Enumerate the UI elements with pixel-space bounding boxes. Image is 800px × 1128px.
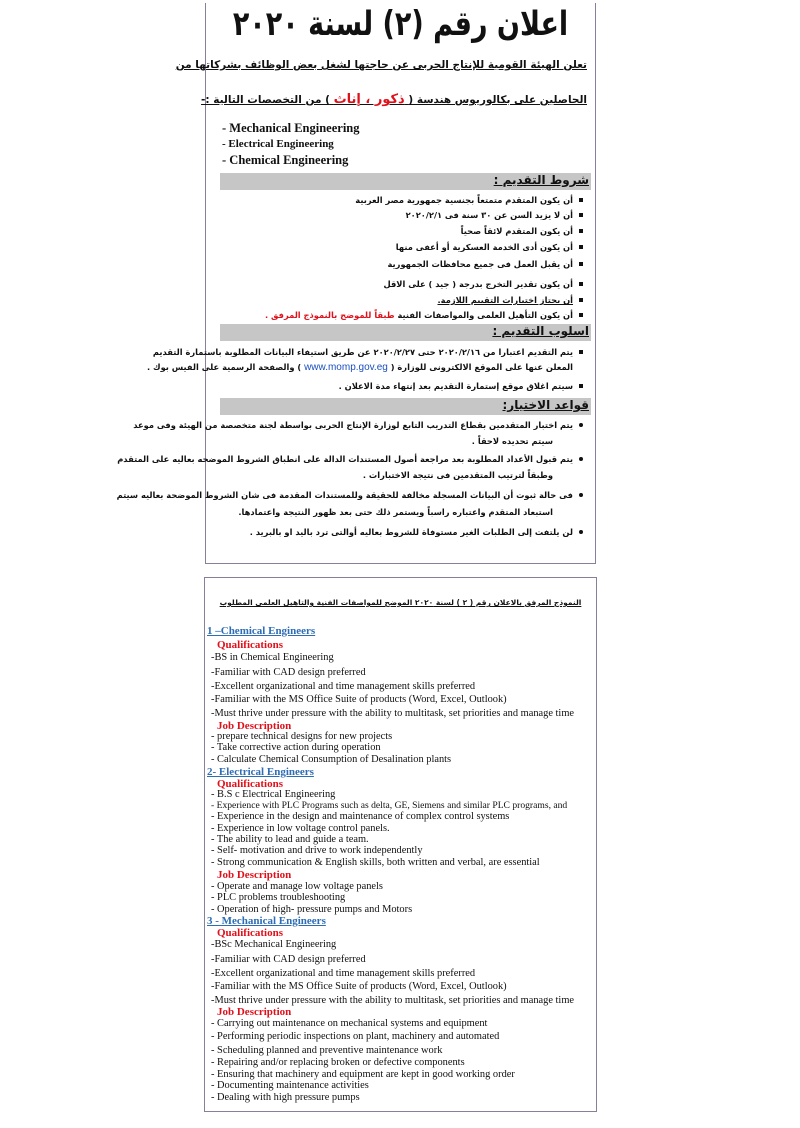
qualification-item	[211, 981, 507, 992]
qualification-item-text: -Excellent organizational and time management skills preferred	[211, 968, 476, 979]
job-item-text: - Calculate Chemical Consumption of Desalination plants	[211, 754, 452, 765]
specialization-item: - Electrical Engineering	[222, 138, 334, 150]
condition-highlight: طبقاً للموضح بالنموذج المرفق .	[265, 310, 395, 320]
qualification-item	[211, 667, 366, 678]
announcement-page	[116, 3, 596, 564]
qualification-item	[211, 995, 574, 1006]
qualification-item	[211, 939, 336, 950]
selection-item-text: لن يلتفت إلى الطلبات الغير مستوفاة للشروط بعاليه أوالتى ترد باليد او بالبريد .	[249, 527, 573, 537]
qualification-item	[211, 845, 423, 856]
job-item	[211, 1018, 487, 1029]
qualifications-label-text: Qualifications	[217, 639, 284, 651]
job-item-text: - Operation of high- pressure pumps and Motors	[211, 904, 413, 915]
job-item-text: - Carrying out maintenance on mechanical systems and equipment	[211, 1018, 488, 1029]
bullet-icon	[579, 198, 583, 202]
qualification-item-text: -BSc Mechanical Engineering	[211, 939, 337, 950]
application-text: يتم التقديم اعتبارا من ٢٠٢٠/٢/١٦ حتى ٢٠٢٠/٢/٢٧ عن طريق استيفاء البيانات المطلوبة باستمارة التقديم	[152, 347, 573, 357]
qualification-item-text: -Must thrive under pressure with the ability to multitask, set priorities and manage time	[211, 708, 575, 719]
job-item	[211, 1069, 515, 1080]
bullet-icon	[579, 229, 583, 233]
selection-item-cont	[472, 436, 553, 446]
job-item-text: - Repairing and/or replacing broken or defective components	[211, 1057, 465, 1068]
conditions-heading-bar	[220, 173, 591, 190]
qualification-item-text: -Must thrive under pressure with the ability to multitask, set priorities and manage time	[211, 995, 575, 1006]
job-description-label	[217, 869, 291, 881]
condition-item-text: أن يقبل العمل فى جميع محافظات الجمهورية	[387, 259, 573, 269]
job-description-label-text: Job Description	[217, 869, 292, 881]
qualification-item	[211, 968, 475, 979]
selection-item-cont-text: استبعاد المتقدم واعتباره راسباً ويستمر ذلك حتى بعد ظهور النتيجة واعتمادها.	[238, 507, 553, 517]
job-item-text: - Take corrective action during operation	[211, 742, 381, 753]
condition-item-text: أن يكون أدى الخدمة العسكرية أو أعفى منها	[395, 242, 573, 252]
section-title-text: 3 - Mechanical Engineers	[207, 915, 326, 927]
condition-item	[388, 259, 573, 269]
job-item-text: - Dealing with high pressure pumps	[211, 1092, 360, 1103]
job-item-text: - PLC problems troubleshooting	[211, 892, 346, 903]
application-heading-bar	[220, 324, 591, 341]
bullet-icon	[579, 384, 583, 388]
qualification-item-text: -Familiar with the MS Office Suite of products (Word, Excel, Outlook)	[211, 981, 507, 992]
bullet-icon	[579, 313, 583, 317]
section-title	[207, 625, 315, 637]
bullet-icon	[579, 282, 583, 286]
job-description-label	[217, 1006, 291, 1018]
bullet-icon	[579, 213, 583, 217]
selection-item-cont-text: وطبقاً لترتيب المتقدمين فى نتيجة الاختبارات .	[362, 470, 553, 480]
condition-item-text: أن يكون تقدير التخرج بدرجة ( جيد ) على الاقل	[383, 279, 573, 289]
condition-item	[461, 226, 573, 236]
job-description-label-text: Job Description	[217, 720, 292, 732]
job-item	[211, 754, 451, 765]
qualification-item-text: - Strong communication & English skills, both written and verbal, are essential	[211, 857, 540, 868]
application-heading: اسلوب التقديم :	[492, 324, 589, 338]
condition-text: أن يكون التأهيل العلمى والمواصفات الفنية	[397, 310, 573, 320]
bullet-icon	[579, 457, 583, 461]
bullet-icon	[579, 245, 583, 249]
condition-item-text: أن يجتاز اختبارات التقييم اللازمة.	[437, 295, 573, 305]
bullet-icon	[579, 298, 583, 302]
announcement-title: اعلان رقم (٢) لسنة ٢٠٢٠	[232, 5, 569, 44]
qualification-item	[211, 708, 574, 719]
selection-item-cont	[238, 507, 553, 517]
qualification-item-text: - B.S c Electrical Engineering	[211, 789, 336, 800]
section-title	[207, 766, 314, 778]
section-title-text: 2- Electrical Engineers	[207, 766, 314, 778]
bullet-icon	[579, 493, 583, 497]
selection-heading: قواعد الاختيار:	[502, 398, 589, 412]
gender-highlight: ذكور ، إناث	[333, 92, 405, 107]
qualification-item-text: -Familiar with CAD design preferred	[211, 667, 366, 678]
bullet-icon	[579, 530, 583, 534]
bullet-icon	[579, 262, 583, 266]
selection-item-text: يتم قبول الأعداد المطلوبة بعد مراجعة أصول المستندات الدالة على انطباق الشروط الموضحه بعاليه على المتقدم	[117, 454, 573, 464]
qualification-item-text: - Self- motivation and drive to work independently	[211, 845, 423, 856]
job-item	[211, 1092, 360, 1103]
job-item-text: - Operate and manage low voltage panels	[211, 881, 383, 892]
qualification-item	[211, 834, 369, 845]
condition-item	[383, 279, 573, 289]
bullet-icon	[579, 350, 583, 354]
job-item	[211, 1045, 442, 1056]
selection-heading-bar	[220, 398, 591, 415]
job-item	[211, 1031, 499, 1042]
qualification-item-text: - The ability to lead and guide a team.	[211, 834, 369, 845]
qualifications-label-text: Qualifications	[217, 778, 284, 790]
intro-text: الحاصلين على بكالوريوس هندسة (	[408, 94, 587, 106]
qualification-item	[211, 681, 475, 692]
selection-item	[133, 420, 573, 430]
qualification-item-text: -BS in Chemical Engineering	[211, 652, 334, 663]
qualification-item-text: -Familiar with CAD design preferred	[211, 954, 366, 965]
job-item	[211, 1057, 465, 1068]
qualifications-label-text: Qualifications	[217, 927, 284, 939]
qualification-item-text: - Experience with PLC Programs such as delta, GE, Siemens and similar PLC programs, and	[211, 800, 568, 811]
job-item-text: - Documenting maintenance activities	[211, 1080, 369, 1091]
application-text: سيتم اغلاق موقع إستمارة التقديم بعد إنتهاء مدة الاعلان .	[338, 381, 573, 391]
qualifications-label	[217, 639, 283, 651]
specialization-item: - Chemical Engineering	[222, 153, 349, 167]
condition-item-text: أن لا يزيد السن عن ٣٠ سنة فى ٢٠٢٠/٢/١	[405, 210, 573, 220]
qualification-item-text: - Experience in the design and maintenance of complex control systems	[211, 811, 510, 822]
job-item-text: - Performing periodic inspections on plant, machinery and automated	[211, 1031, 500, 1042]
condition-item	[438, 295, 573, 305]
selection-item-cont-text: سيتم تحديده لاحقاً .	[471, 436, 553, 446]
condition-item-text: أن يكون المتقدم متمتعاً بجنسية جمهورية مصر العربية	[355, 195, 573, 205]
bullet-icon	[579, 423, 583, 427]
qualification-item-text: -Excellent organizational and time management skills preferred	[211, 681, 476, 692]
job-item	[211, 904, 412, 915]
intro-text-end: ) من التخصصات التالية :-	[201, 94, 330, 106]
selection-item	[117, 490, 573, 500]
job-item-text: - prepare technical designs for new projects	[211, 731, 393, 742]
selection-item-text: يتم اختبار المتقدمين بقطاع التدريب التابع لوزارة الإنتاج الحربى بواسطة لجنة متخصصة من الهيئة وفى موعد	[133, 420, 573, 430]
conditions-heading: شروط التقديم :	[493, 173, 589, 187]
section-title-text: 1 –Chemical Engineers	[207, 625, 316, 637]
qualification-item	[211, 652, 334, 663]
ministry-website-link[interactable]: www.momp.gov.eg	[304, 362, 388, 373]
selection-item	[250, 527, 573, 537]
section-title	[207, 915, 326, 927]
qualification-item	[211, 954, 366, 965]
application-item	[153, 347, 573, 357]
qualification-item	[211, 694, 507, 705]
condition-item-text: أن يكون المتقدم لائقاً صحياً	[460, 226, 573, 236]
intro-line-1: تعلن الهيئة القومية للإنتاج الحربى عن حاجتها لشغل بعض الوظائف بشركاتها من	[175, 59, 587, 71]
condition-item	[355, 195, 573, 205]
condition-item	[406, 210, 573, 220]
specialization-item: - Mechanical Engineering	[222, 121, 360, 135]
condition-item	[265, 310, 573, 320]
selection-item	[117, 454, 573, 464]
job-item	[211, 731, 392, 742]
qualifications-label	[217, 927, 283, 939]
job-item-text: - Scheduling planned and preventive maintenance work	[211, 1045, 443, 1056]
qualification-item	[211, 789, 335, 800]
job-description-label-text: Job Description	[217, 1006, 292, 1018]
job-item-text: - Ensuring that machinery and equipment are kept in good working order	[211, 1069, 515, 1080]
job-item	[211, 742, 381, 753]
application-item	[339, 381, 573, 391]
selection-item-cont	[363, 470, 553, 480]
qualification-item	[211, 811, 509, 822]
condition-item	[396, 242, 573, 252]
job-item	[211, 1080, 369, 1091]
qualification-item-text: - Experience in low voltage control panels.	[211, 823, 390, 834]
selection-item-text: فى حالة ثبوت أن البيانات المسجلة مخالفة للحقيقة وللمستندات المقدمة فى شان الشروط الموضحة بعاليه سيتم	[116, 490, 573, 500]
attached-specifications-page	[204, 577, 597, 1112]
qualification-item	[211, 857, 540, 868]
application-item-cont	[147, 362, 573, 373]
job-item	[211, 881, 383, 892]
specifications-heading: النموذج المرفق بالاعلان رقم ( ٢ ) لسنة ٢٠٢٠ الموضح للمواصفات الفنية والتاهيل العلمى المطلوب	[219, 598, 582, 607]
qualification-item	[211, 800, 567, 811]
application-text: المعلن عنها على الموقع الالكترونى للوزارة (	[390, 362, 573, 372]
application-text-end: ) والصفحة الرسمية على الفيس بوك .	[146, 362, 302, 372]
qualification-item-text: -Familiar with the MS Office Suite of products (Word, Excel, Outlook)	[211, 694, 507, 705]
qualification-item	[211, 823, 390, 834]
intro-line-2	[201, 92, 587, 107]
job-item	[211, 892, 345, 903]
